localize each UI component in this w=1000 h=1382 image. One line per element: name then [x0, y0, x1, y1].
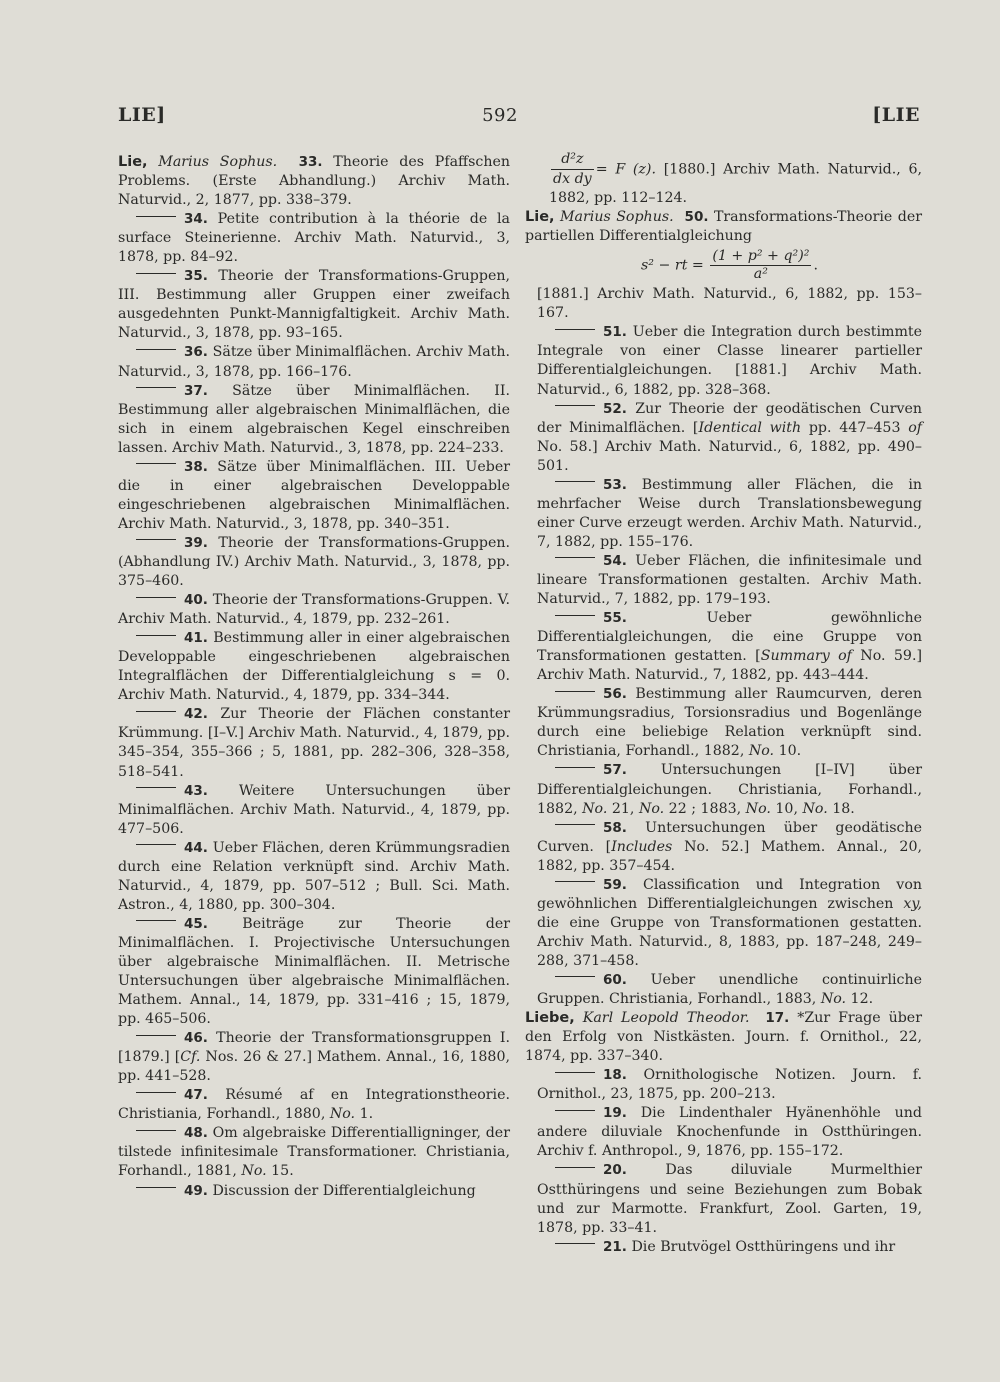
ditto-dash — [555, 824, 595, 825]
entry-text: Die Lindenthaler Hyänenhöhle und andere diluviale Knochenfunde in Ostthüringen. Archiv f. Anthropol., 9, 1876, pp. 155–172. — [537, 1105, 922, 1160]
entry-liebe-19 — [537, 1104, 922, 1161]
entry-text: Classification und Integration von gewöhnlichen Differentialgleichungen zwischen — [537, 876, 922, 912]
entry-text: Untersuchungen über geodätische Curven. [ — [537, 819, 922, 855]
entry-text: Ueber Flächen, die infinitesimale und lineare Transformationen gestalten. Archiv Math. Naturvid., 7, 1882, pp. 179–193. — [537, 552, 922, 608]
formula-block: s² − rt = $\frac{\text{(1 + p² + q²)²}}{\text{a²}}$ . — [641, 248, 818, 283]
entry-58 — [537, 819, 922, 876]
author-given-names: Marius Sophus. — [560, 209, 674, 226]
entry-liebe-17 — [525, 1009, 922, 1066]
entry-45 — [118, 915, 510, 1029]
entry-number: 37. — [184, 382, 208, 399]
entry-number: 34. — [184, 211, 208, 228]
no-italic: No. — [329, 1106, 356, 1123]
entry-text: Ueber gewöhnliche Differentialgleichungen, die eine Gruppe von Transformationen gestatten. [ — [537, 610, 922, 665]
formula-numerator: (1 + p² + q²)² — [710, 248, 811, 266]
entry-number: 56. — [603, 686, 627, 703]
entry-number: 57. — [603, 762, 627, 779]
entry-54 — [537, 552, 922, 609]
entry-text: Theorie der Transformations-Gruppen. V. Archiv Math. Naturvid., 4, 1879, pp. 232–261. — [118, 592, 510, 628]
entry-liebe-21 — [537, 1238, 922, 1257]
ditto-dash — [555, 481, 595, 482]
entry-text: Ueber unendliche continuirliche Gruppen. Christiania, Forhandl., 1883, — [537, 971, 922, 1008]
entry-text: Discussion der Differentialgleichung — [212, 1182, 476, 1199]
entry-text: [1880.] Archiv Math. Naturvid., 6, 1882, pp. 112–124. — [549, 161, 922, 207]
ditto-dash — [136, 463, 176, 464]
entry-text: Om algebraiske Differentialligninger, der tilstede infinitesimale Transformationer. Christiania, Forhandl., 1881, — [118, 1125, 510, 1180]
ditto-dash — [136, 1092, 176, 1093]
author-name: Lie, — [525, 209, 555, 226]
entry-number: 35. — [184, 268, 208, 285]
entry-liebe-18 — [537, 1066, 922, 1104]
entry-number: 44. — [184, 839, 208, 856]
entry-text-cont: 12. — [846, 991, 874, 1008]
italic-variables: xy, — [903, 895, 922, 912]
italic-note: Includes — [611, 838, 673, 855]
entry-text: Sätze über Minimalflächen. Archiv Math. Naturvid., 3, 1878, pp. 166–176. — [118, 344, 511, 380]
entry-56 — [537, 685, 922, 761]
entry-number: 40. — [184, 592, 208, 609]
entry-number: 41. — [184, 630, 208, 647]
entry-number: 43. — [184, 782, 208, 799]
entry-text: Ornithologische Notizen. Journ. f. Ornithol., 23, 1875, pp. 200–213. — [537, 1067, 922, 1103]
entry-40 — [118, 591, 510, 629]
author-name: Liebe, — [525, 1010, 575, 1027]
entry-number: 33. — [298, 154, 323, 170]
no-italic: No. — [638, 800, 665, 817]
entry-text-cont: Nos. 26 & 27.] Mathem. Annal., 16, 1880, pp. 441–528. — [118, 1049, 510, 1085]
ditto-dash — [136, 216, 176, 217]
entry-text-cont: 15. — [266, 1163, 294, 1180]
ditto-dash — [136, 787, 176, 788]
ditto-dash — [136, 1187, 176, 1188]
entry-text: Theorie der Transformations-Gruppen, III. Bestimmung aller Gruppen einer zweifach ausgedehnten Punkt-Mannigfaltigkeit. Archiv Math. Naturvid., 3, 1878, pp. 93–165. — [118, 268, 510, 342]
entry-number: 19. — [603, 1105, 627, 1122]
entry-55 — [537, 609, 922, 685]
entry-49-continuation — [549, 150, 922, 208]
formula-fraction — [710, 248, 811, 283]
entry-text-cont: 10, — [770, 800, 803, 817]
entry-text: [1881.] Archiv Math. Naturvid., 6, 1882, pp. 153–167. — [537, 286, 922, 322]
ditto-dash — [555, 767, 595, 768]
entry-text-cont: pp. 447–453 — [801, 419, 909, 436]
formula-denominator: dx dy — [553, 171, 592, 188]
entry-53 — [537, 476, 922, 552]
entry-59 — [537, 876, 922, 971]
ditto-dash — [136, 711, 176, 712]
entry-35 — [118, 267, 510, 343]
formula-denominator: a² — [753, 266, 768, 283]
entry-number: 59. — [603, 876, 627, 893]
ditto-dash — [555, 1167, 595, 1168]
entry-text-cont: No. 52.] Mathem. Annal., 20, 1882, pp. 357–454. — [537, 838, 922, 874]
entry-number: 38. — [184, 458, 208, 475]
ditto-dash — [136, 635, 176, 636]
entry-number: 36. — [184, 344, 208, 361]
ditto-dash — [555, 1110, 595, 1111]
ditto-dash — [136, 1130, 176, 1131]
ditto-dash — [555, 691, 595, 692]
ditto-dash — [136, 539, 176, 540]
cf-italic: Cf. — [180, 1049, 201, 1066]
ditto-dash — [555, 976, 595, 977]
entry-number: 51. — [603, 324, 627, 341]
entry-37 — [118, 382, 510, 458]
ditto-dash — [555, 1243, 595, 1244]
entry-number: 46. — [184, 1030, 208, 1047]
page-number: 592 — [482, 105, 518, 126]
entry-number: 52. — [603, 400, 627, 417]
entry-text: Bestimmung aller Flächen, die in mehrfacher Weise durch Translationsbewegung einer Curve erzeugt werden. Archiv Math. Naturvid., 7, 1882, pp. 155–176. — [537, 476, 922, 550]
ditto-dash — [555, 881, 595, 882]
entry-text: Bestimmung aller in einer algebraischen Developpable eingeschriebenen algebraischen Integralflächen der Differentialgleichung s = 0. Archiv Math. Naturvid., 4, 1879, pp. 334–344. — [118, 630, 510, 704]
ditto-dash — [136, 1035, 176, 1036]
entry-text-cont: 10. — [774, 743, 802, 760]
entry-text-cont: 18. — [827, 800, 855, 817]
entry-number: 20. — [603, 1162, 627, 1179]
entry-text: Bestimmung aller Raumcurven, deren Krümmungsradius, Torsionsradius und Bogenlänge durch eine beliebige Relation verknüpft sind. Christiania, Forhandl., 1882, — [537, 686, 922, 760]
entry-text: Zur Theorie der Flächen constanter Krümmung. [I–V.] Archiv Math. Naturvid., 4, 1879, pp. 345–354, 355–366 ; 5, 1881, pp. 282–306, 328–358, 518–541. — [118, 706, 510, 780]
formula-lhs: s² − rt = — [641, 257, 704, 274]
entry-text-cont: 21, — [607, 800, 639, 817]
entry-number: 49. — [184, 1182, 208, 1199]
no-italic: No. — [745, 800, 771, 817]
entry-text: Untersuchungen [I–IV] über Differentialgleichungen. Christiania, Forhandl., 1882, — [537, 762, 922, 817]
entry-text: Beiträge zur Theorie der Minimalflächen. I. Projectivische Untersuchungen über algebraische Minimalflächen. II. Metrische Untersuchungen über algebraische Minimalflächen. Mathem. Annal., 14, 1879, pp. 331–416 ; 15, 1879, pp. 465–506. — [118, 915, 511, 1028]
entry-text: Theorie der Transformationsgruppen I. [1879.] [ — [118, 1030, 510, 1066]
running-head-left: LIE] — [118, 104, 166, 126]
ditto-dash — [555, 557, 595, 558]
entry-50-continuation — [537, 285, 922, 323]
entry-number: 48. — [184, 1125, 208, 1142]
entry-43 — [118, 782, 510, 839]
entry-44 — [118, 839, 510, 915]
entry-text-cont: die eine Gruppe von Transformationen gestatten. Archiv Math. Naturvid., 8, 1883, pp. 187–248, 249–288, 371–458. — [537, 914, 922, 969]
entry-text-cont: No. 59.] Archiv Math. Naturvid., 7, 1882, pp. 443–444. — [537, 648, 922, 684]
italic-note: Identical with — [698, 419, 802, 436]
author-name: Lie, — [118, 154, 148, 170]
entry-number: 45. — [184, 915, 208, 932]
entry-text: Weitere Untersuchungen über Minimalflächen. Archiv Math. Naturvid., 4, 1879, pp. 477–506. — [118, 782, 510, 837]
italic-note: Summary of — [760, 648, 852, 665]
entry-48 — [118, 1124, 510, 1181]
entry-text: Résumé af en Integrationstheorie. Christiania, Forhandl., 1880, — [118, 1087, 510, 1123]
ditto-dash — [136, 844, 176, 845]
entry-41 — [118, 629, 510, 705]
entry-number: 21. — [603, 1238, 627, 1255]
ditto-dash — [136, 273, 176, 274]
ditto-dash — [555, 615, 595, 616]
entry-text: Die Brutvögel Ostthüringens und ihr — [631, 1238, 896, 1255]
entry-text-cont: No. 58.] Archiv Math. Naturvid., 6, 1882, pp. 490–501. — [537, 438, 922, 474]
entry-57 — [537, 761, 922, 818]
entry-text: Sätze über Minimalflächen. III. Ueber die in einer algebraischen Developpable eingeschriebenen algebraischen Minimalflächen. Archiv Math. Naturvid., 3, 1878, pp. 340–351. — [118, 458, 511, 532]
no-italic: No. — [802, 800, 828, 817]
entry-number: 42. — [184, 706, 208, 723]
entry-52 — [537, 400, 922, 476]
entry-number: 17. — [765, 1010, 790, 1027]
author-given-names: Karl Leopold Theodor. — [582, 1010, 750, 1027]
ditto-dash — [555, 405, 595, 406]
entry-number: 47. — [184, 1087, 208, 1104]
entry-text: Transformations-Theorie der partiellen Differentialgleichung — [525, 209, 923, 245]
entry-lie-33 — [118, 153, 510, 210]
ditto-dash — [136, 349, 176, 350]
ditto-dash — [136, 387, 176, 388]
formula-fraction — [551, 150, 594, 189]
entry-49 — [118, 1182, 510, 1201]
entry-number: 18. — [603, 1067, 627, 1084]
entry-number: 54. — [603, 552, 627, 569]
entry-number: 53. — [603, 476, 627, 493]
no-italic: No. — [748, 743, 775, 760]
entry-34 — [118, 210, 510, 267]
entry-51 — [537, 323, 922, 399]
ditto-dash — [136, 597, 176, 598]
ditto-dash — [555, 1072, 595, 1073]
entry-lie-50 — [525, 208, 922, 246]
entry-number: 58. — [603, 819, 627, 836]
entry-text: Theorie der Transformations-Gruppen. (Abhandlung IV.) Archiv Math. Naturvid., 3, 1878, pp. 375–460. — [118, 534, 510, 590]
entry-text: *Zur Frage über den Erfolg von Nistkästen. Journ. f. Ornithol., 22, 1874, pp. 337–340. — [525, 1010, 922, 1065]
ditto-dash — [555, 329, 595, 330]
entry-number: 39. — [184, 534, 208, 551]
formula-numerator: d²z — [551, 150, 594, 170]
entry-47 — [118, 1086, 510, 1124]
formula-rhs: = F (z). — [595, 161, 656, 178]
entry-text: Petite contribution à la théorie de la surface Steinerienne. Archiv Math. Naturvid., 3, 1878, pp. 84–92. — [118, 211, 510, 266]
entry-text: Das diluviale Murmelthier Ostthüringens und seine Beziehungen zum Bobak und zur Marmotte. Frankfurt, Zool. Garten, 19, 1878, pp. 33–41. — [537, 1162, 922, 1236]
entry-36 — [118, 343, 510, 381]
left-column — [118, 153, 510, 1201]
entry-text: Ueber Flächen, deren Krümmungsradien durch eine Relation verknüpft sind. Archiv Math. Naturvid., 4, 1879, pp. 507–512 ; Bull. Sci. Math. Astron., 4, 1880, pp. 300–304. — [118, 839, 510, 913]
entry-text: Ueber die Integration durch bestimmte Integrale von einer Classe linearer partieller Differentialgleichungen. [1881.] Archiv Math. Naturvid., 6, 1882, pp. 328–368. — [537, 324, 922, 398]
no-italic: No. — [241, 1163, 267, 1180]
running-head-right: [LIE — [872, 104, 920, 126]
italic-of: of — [908, 419, 922, 436]
entry-38 — [118, 458, 510, 534]
entry-60 — [537, 971, 922, 1009]
entry-number: 60. — [603, 971, 627, 988]
entry-46 — [118, 1029, 510, 1086]
ditto-dash — [136, 920, 176, 921]
entry-text: Zur Theorie der geodätischen Curven der Minimalflächen. [ — [537, 400, 922, 436]
entry-number: 55. — [603, 610, 627, 627]
entry-39 — [118, 534, 510, 591]
author-given-names: Marius Sophus. — [158, 154, 278, 170]
entry-text-cont: 22 ; 1883, — [664, 800, 746, 817]
no-italic: No. — [582, 800, 608, 817]
entry-liebe-20 — [537, 1161, 922, 1237]
entry-text: Theorie des Pfaffschen Problems. (Erste Abhandlung.) Archiv Math. Naturvid., 2, 1877, pp. 338–379. — [118, 154, 510, 209]
right-column — [525, 150, 923, 1257]
entry-text-cont: 1. — [355, 1106, 374, 1123]
entry-42 — [118, 705, 510, 781]
entry-number: 50. — [684, 209, 709, 226]
no-italic: No. — [820, 991, 847, 1008]
entry-text: Sätze über Minimalflächen. II. Bestimmung aller algebraischen Minimalflächen, die sich in einem algebraischen Kegel einschreiben lassen. Archiv Math. Naturvid., 3, 1878, pp. 224–233. — [118, 382, 510, 456]
